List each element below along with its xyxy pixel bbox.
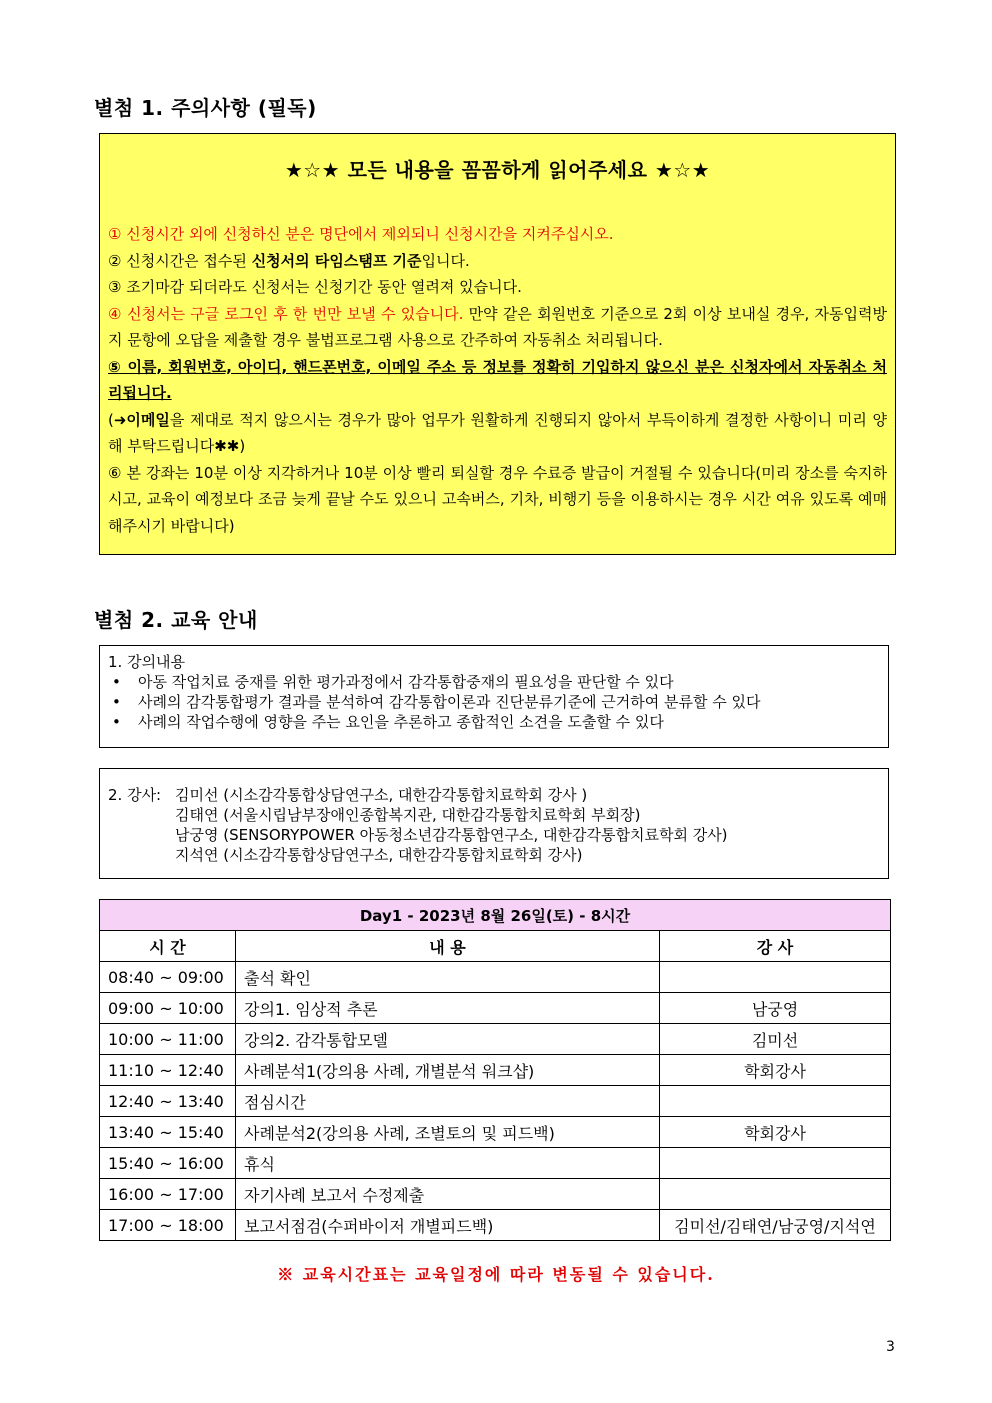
schedule-note: ※ 교육시간표는 교육일정에 따라 변동될 수 있습니다. <box>277 1265 715 1284</box>
cell-time: 15:40 ~ 16:00 <box>100 1148 236 1179</box>
cell-instructor: 김미선/김태연/남궁영/지석연 <box>660 1210 891 1241</box>
table-row <box>100 1148 891 1179</box>
notice-item-2 <box>108 248 887 275</box>
cell-time: 17:00 ~ 18:00 <box>100 1210 236 1241</box>
header-row <box>100 931 891 962</box>
list-item <box>108 692 880 712</box>
table-row <box>100 1024 891 1055</box>
section2-title: 별첨 2. 교육 안내 <box>94 608 258 632</box>
cell-time: 13:40 ~ 15:40 <box>100 1117 236 1148</box>
table-row <box>100 962 891 993</box>
lecture-content-box <box>99 645 889 748</box>
cell-content: 휴식 <box>236 1148 660 1179</box>
notice-item-5-note <box>108 407 887 460</box>
notice-item-1: ① 신청시간 외에 신청하신 분은 명단에서 제외되니 신청시간을 지켜주십시오. <box>108 225 614 243</box>
instructor-row <box>108 805 880 825</box>
cell-instructor <box>660 1086 891 1117</box>
bullet-icon: • <box>112 693 121 711</box>
header-time: 시 간 <box>100 931 236 962</box>
header-content: 내 용 <box>236 931 660 962</box>
bullet-text: 아동 작업치료 중재를 위한 평가과정에서 감각통합중재의 필요성을 판단할 수 있다 <box>138 673 674 691</box>
bullet-icon: • <box>112 713 121 731</box>
schedule-table <box>99 899 891 1241</box>
notice-note-bold: 이메일 <box>126 410 170 429</box>
bullet-icon: • <box>112 673 121 691</box>
cell-time: 09:00 ~ 10:00 <box>100 993 236 1024</box>
instructor-entry: 남궁영 (SENSORYPOWER 아동청소년감각통합연구소, 대한감각통합치료학회 강사) <box>175 826 728 844</box>
notice-box <box>99 133 896 555</box>
cell-time: 11:10 ~ 12:40 <box>100 1055 236 1086</box>
notice-item-4-rest: 만약 같은 회원번호 기준으로 2회 이상 보내실 경우, 자동입력방지 문항에 오답을 제출할 경우 불법프로그램 사용으로 간주하여 자동취소 처리됩니다. <box>108 304 887 349</box>
cell-instructor: 학회강사 <box>660 1055 891 1086</box>
instructor-box <box>99 768 889 879</box>
cell-instructor <box>660 1179 891 1210</box>
instructor-entry: 김미선 (시소감각통합상담연구소, 대한감각통합치료학회 강사 ) <box>175 786 588 804</box>
cell-content: 자기사례 보고서 수정제출 <box>236 1179 660 1210</box>
cell-content: 점심시간 <box>236 1086 660 1117</box>
notice-list <box>108 221 887 539</box>
cell-content: 강의1. 임상적 추론 <box>236 993 660 1024</box>
table-row <box>100 1086 891 1117</box>
cell-time: 08:40 ~ 09:00 <box>100 962 236 993</box>
instructor-row <box>108 845 880 865</box>
instructor-row <box>108 785 880 805</box>
table-row <box>100 1055 891 1086</box>
notice-item-2-pre: ② 신청시간은 접수된 <box>108 251 252 270</box>
notice-item-2-post: 입니다. <box>421 251 470 270</box>
cell-time: 12:40 ~ 13:40 <box>100 1086 236 1117</box>
cell-content: 사례분석1(강의용 사례, 개별분석 워크샵) <box>236 1055 660 1086</box>
section1-title: 별첨 1. 주의사항 (필독) <box>94 96 317 120</box>
bullet-text: 사례의 감각통합평가 결과를 분석하여 감각통합이론과 진단분류기준에 근거하여 분류할 수 있다 <box>138 693 761 711</box>
header-instructor: 강 사 <box>660 931 891 962</box>
table-row <box>100 1117 891 1148</box>
notice-item-2-bold: 신청서의 타임스탬프 기준 <box>251 251 422 270</box>
notice-item-4 <box>108 301 887 354</box>
cell-instructor <box>660 962 891 993</box>
cell-instructor <box>660 1148 891 1179</box>
instructor-label: 2. 강사: <box>108 786 162 804</box>
instructor-entry: 지석연 (시소감각통합상담연구소, 대한감각통합치료학회 강사) <box>175 846 583 864</box>
day-title: Day1 - 2023년 8월 26일(토) - 8시간 <box>100 900 891 931</box>
page-number: 3 <box>886 1339 895 1355</box>
list-item <box>108 672 880 692</box>
cell-instructor: 남궁영 <box>660 993 891 1024</box>
cell-content: 강의2. 감각통합모델 <box>236 1024 660 1055</box>
cell-content: 출석 확인 <box>236 962 660 993</box>
notice-item-6: ⑥ 본 강좌는 10분 이상 지각하거나 10분 이상 빨리 퇴실할 경우 수료증 발급이 거절될 수 있습니다(미리 장소를 숙지하시고, 교육이 예정보다 조금 늦게 끝날 수도 있으니 고속버스, 기차, 비행기 등을 이용하시는 경우 시간 여유 있도록 예매해주시기 바랍니다) <box>108 463 887 535</box>
list-item <box>108 712 880 732</box>
day-title-row <box>100 900 891 931</box>
table-row <box>100 1210 891 1241</box>
table-row <box>100 1179 891 1210</box>
notice-note-pre: (➜ <box>108 410 127 429</box>
bullet-text: 사례의 작업수행에 영향을 주는 요인을 추론하고 종합적인 소견을 도출할 수 있다 <box>138 713 664 731</box>
notice-box-title: ★☆★ 모든 내용을 꼼꼼하게 읽어주세요 ★☆★ <box>284 158 711 182</box>
lecture-heading: 1. 강의내용 <box>108 653 186 671</box>
cell-instructor: 학회강사 <box>660 1117 891 1148</box>
cell-instructor: 김미선 <box>660 1024 891 1055</box>
instructor-entry: 김태연 (서울시립남부장애인종합복지관, 대한감각통합치료학회 부회장) <box>175 806 641 824</box>
cell-time: 16:00 ~ 17:00 <box>100 1179 236 1210</box>
cell-time: 10:00 ~ 11:00 <box>100 1024 236 1055</box>
notice-item-4-red: ④ 신청서는 구글 로그인 후 한 번만 보낼 수 있습니다. <box>108 304 464 323</box>
notice-item-5: ⑤ 이름, 회원번호, 아이디, 핸드폰번호, 이메일 주소 등 정보를 정확히 기입하지 않으신 분은 신청자에서 자동취소 처리됩니다. <box>108 357 887 402</box>
cell-content: 보고서점검(수퍼바이저 개별피드백) <box>236 1210 660 1241</box>
table-row <box>100 993 891 1024</box>
cell-content: 사례분석2(강의용 사례, 조별토의 및 피드백) <box>236 1117 660 1148</box>
instructor-row <box>108 825 880 845</box>
notice-item-3: ③ 조기마감 되더라도 신청서는 신청기간 동안 열려져 있습니다. <box>108 278 522 296</box>
notice-note-post: 을 제대로 적지 않으시는 경우가 많아 업무가 원활하게 진행되지 않아서 부득이하게 결정한 사항이니 미리 양해 부탁드립니다✱✱) <box>108 410 887 455</box>
